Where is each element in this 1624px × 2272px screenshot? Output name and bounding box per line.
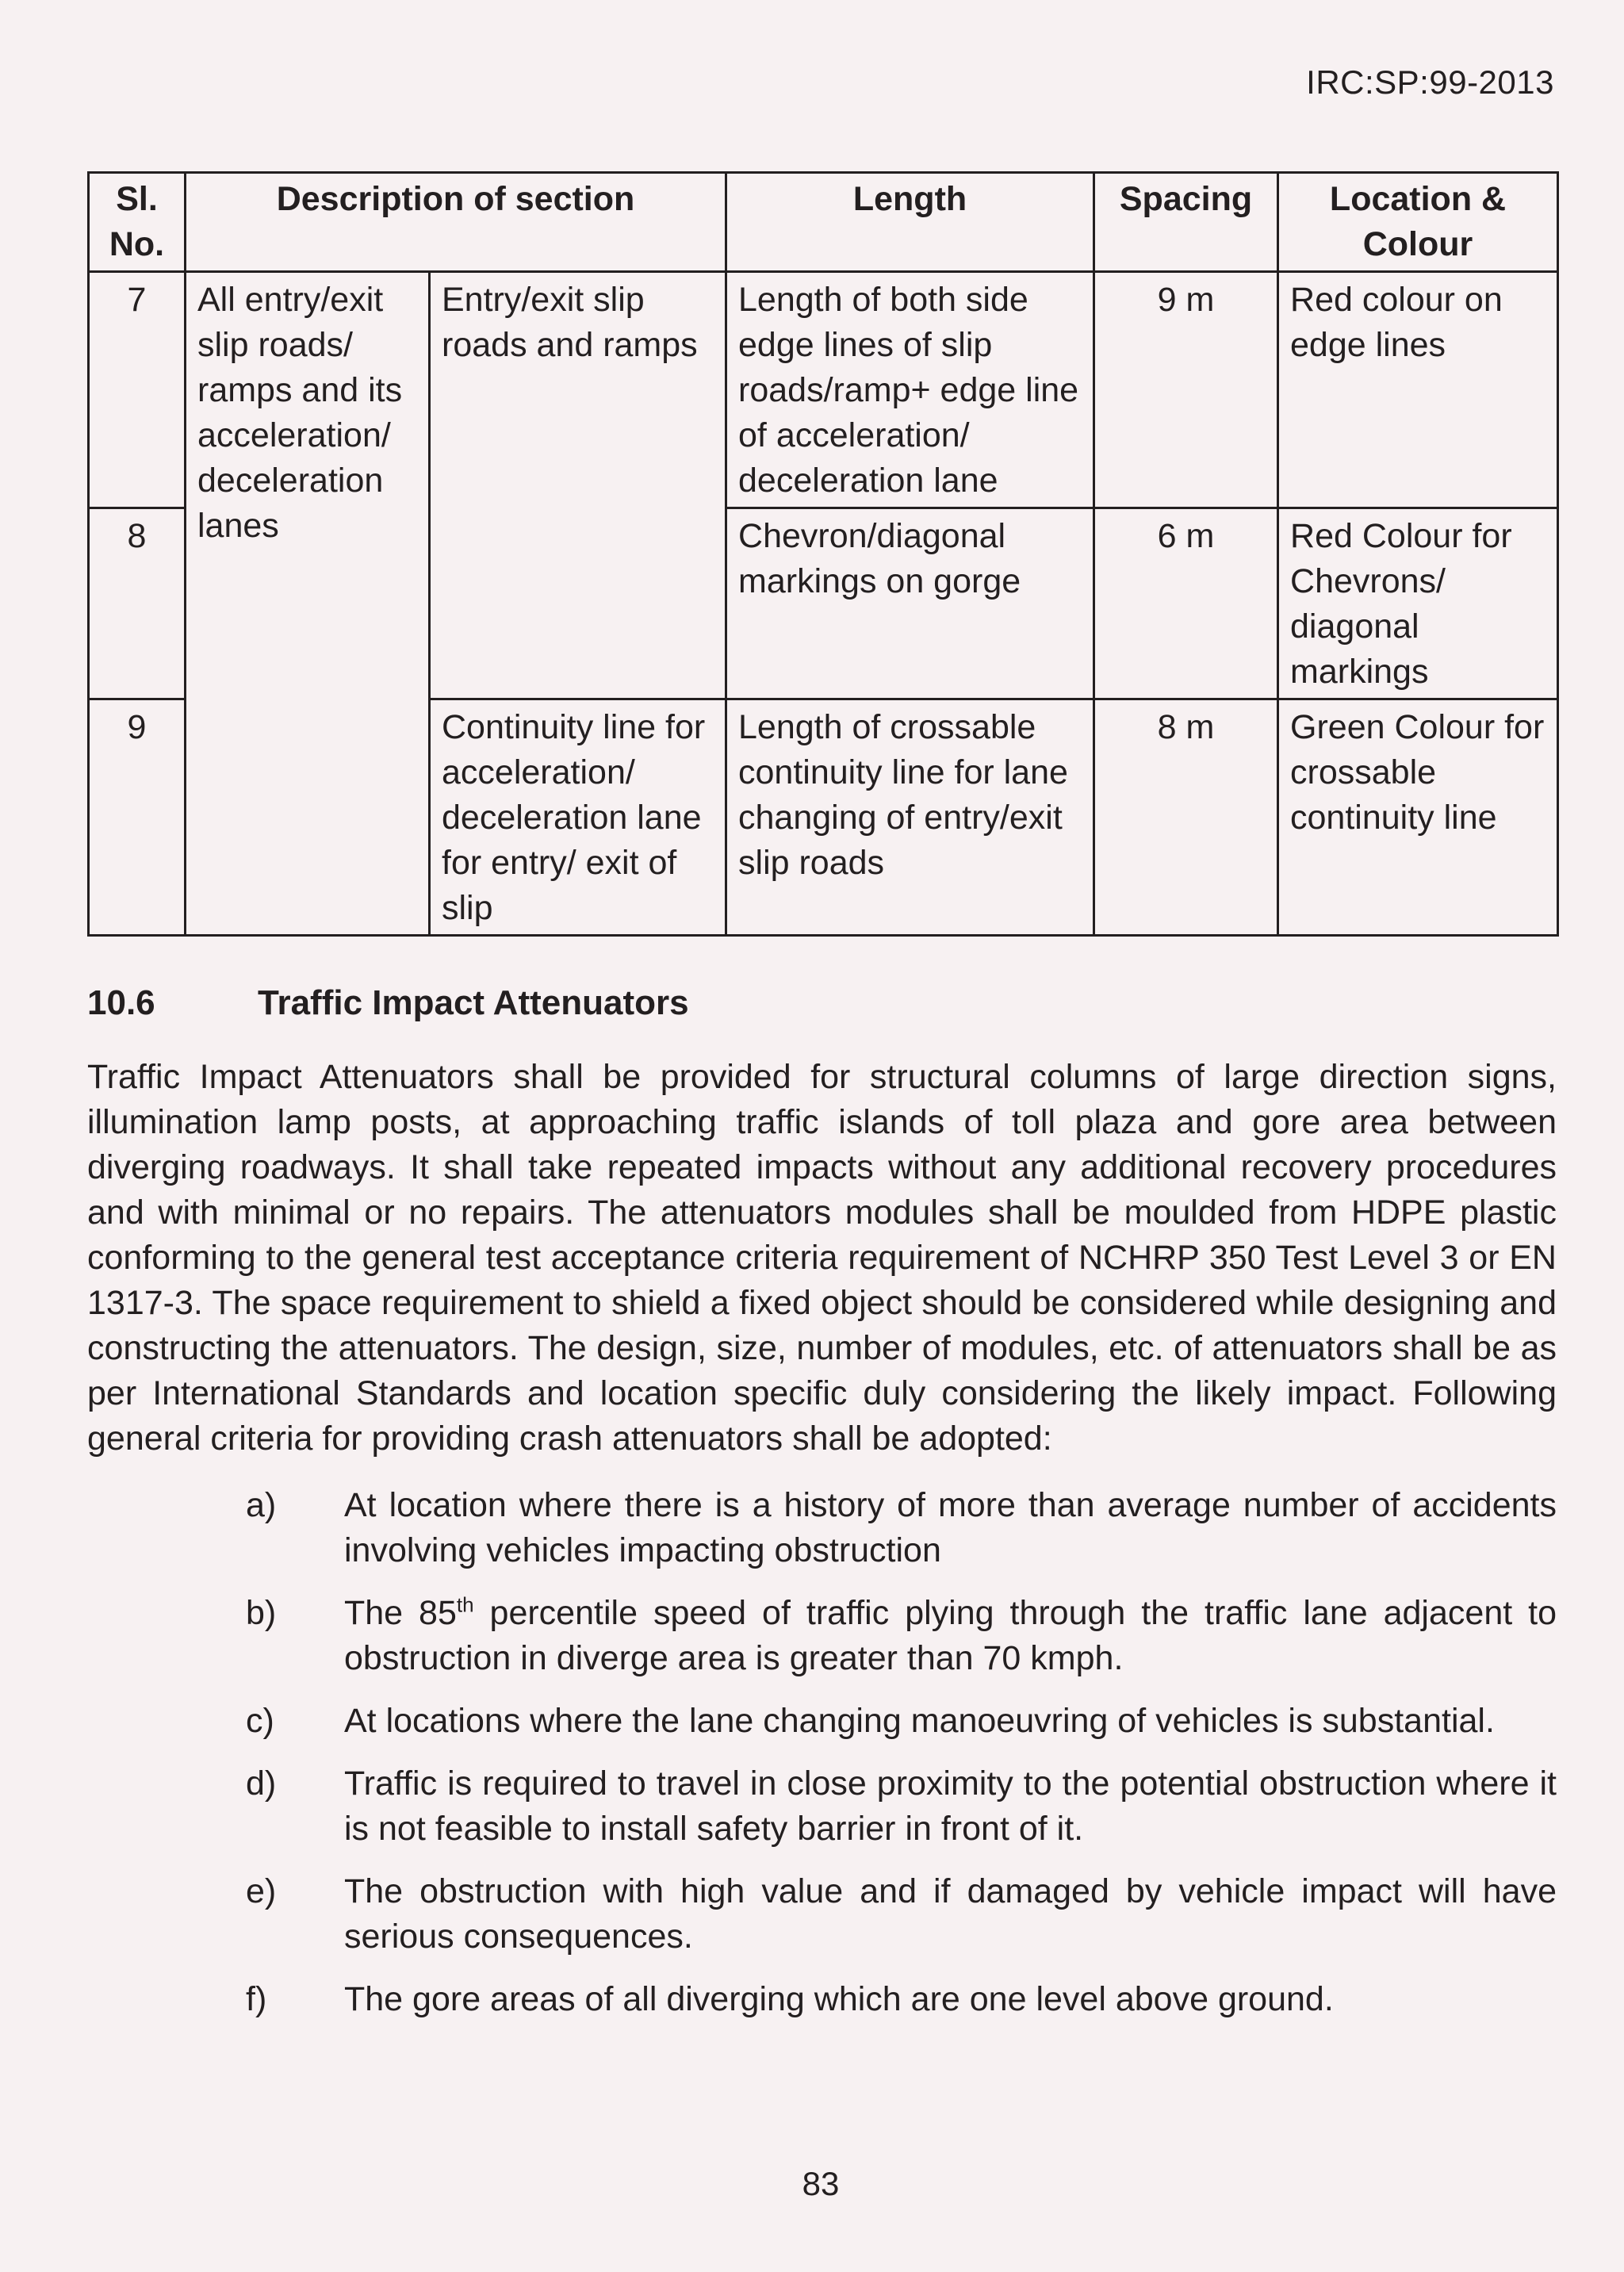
list-item [246, 1761, 1557, 1852]
row-location: Red Colour for Chevrons/ diagonal markings [1278, 508, 1558, 699]
list-marker: c) [246, 1702, 274, 1740]
row-length: Chevron/diagonal markings on gorge [726, 508, 1094, 699]
page-number: 83 [802, 2165, 840, 2202]
header-description: Description of section [186, 173, 726, 272]
table-row [89, 272, 1558, 508]
section-paragraph: Traffic Impact Attenuators shall be provided for structural columns of large direction signs, illumination lamp posts, at approaching traffic islands of toll plaza and gore area between diverging roadways. It shall take repeated impacts without any additional recovery procedures and with minimal or no repairs. The attenuators modules shall be moulded from HDPE plastic conforming to the general test acceptance criteria requirement of NCHRP 350 Test Level 3 or EN 1317-3. The space requirement to shield a fixed object should be considered while designing and constructing the attenuators. The design, size, number of modules, etc. of attenuators shall be as per International Standards and location specific duly considering the likely impact. Following general criteria for providing crash attenuators shall be adopted: [87, 1058, 1557, 1458]
list-text [344, 1591, 1557, 1681]
list-text: At location where there is a history of more than average number of accidents involving vehicles impacting obstruction [344, 1486, 1557, 1569]
row-length: Length of both side edge lines of slip roads/ramp+ edge line of acceleration/ deceleration lane [726, 272, 1094, 508]
list-text: The gore areas of all diverging which are one level above ground. [344, 1980, 1334, 2018]
row-sub-description: Continuity line for acceleration/ deceleration lane for entry/ exit of slip [430, 699, 726, 936]
row-spacing: 6 m [1094, 508, 1278, 699]
list-text: The obstruction with high value and if damaged by vehicle impact will have serious consequences. [344, 1872, 1557, 1956]
header-sl-no: Sl. No. [89, 173, 186, 272]
criteria-list [246, 1483, 1557, 2040]
document-code: IRC:SP:99-2013 [1306, 63, 1554, 101]
list-item [246, 1591, 1557, 1681]
row-location: Red colour on edge lines [1278, 272, 1558, 508]
list-item [246, 1977, 1557, 2022]
list-marker: f) [246, 1980, 267, 2018]
section-title: Traffic Impact Attenuators [258, 983, 689, 1022]
group-description: All entry/exit slip roads/ ramps and its acceleration/ deceleration lanes [186, 272, 430, 936]
row-spacing: 9 m [1094, 272, 1278, 508]
list-item [246, 1699, 1557, 1744]
row-spacing: 8 m [1094, 699, 1278, 936]
list-marker: b) [246, 1594, 277, 1632]
row-sl: 7 [89, 272, 186, 508]
marking-spacing-table [87, 171, 1559, 937]
list-text-before: The 85 [344, 1594, 457, 1632]
list-text-after: percentile speed of traffic plying through the traffic lane adjacent to obstruction in diverge area is greater than 70 kmph. [344, 1594, 1557, 1677]
header-location: Location & Colour [1278, 173, 1558, 272]
header-spacing: Spacing [1094, 173, 1278, 272]
list-item [246, 1483, 1557, 1573]
section-heading [87, 983, 689, 1023]
list-item [246, 1869, 1557, 1960]
row-sub-description: Entry/exit slip roads and ramps [430, 272, 726, 699]
row-sl: 9 [89, 699, 186, 936]
list-marker: d) [246, 1764, 277, 1803]
list-text: Traffic is required to travel in close proximity to the potential obstruction where it is not feasible to install safety barrier in front of it. [344, 1764, 1557, 1848]
superscript: th [456, 1592, 474, 1617]
list-text: At locations where the lane changing manoeuvring of vehicles is substantial. [344, 1702, 1495, 1740]
list-marker: e) [246, 1872, 277, 1910]
table-header-row [89, 173, 1558, 272]
row-location: Green Colour for crossable continuity line [1278, 699, 1558, 936]
row-length: Length of crossable continuity line for lane changing of entry/exit slip roads [726, 699, 1094, 936]
section-number: 10.6 [87, 983, 155, 1022]
list-marker: a) [246, 1486, 277, 1524]
row-sl: 8 [89, 508, 186, 699]
header-length: Length [726, 173, 1094, 272]
